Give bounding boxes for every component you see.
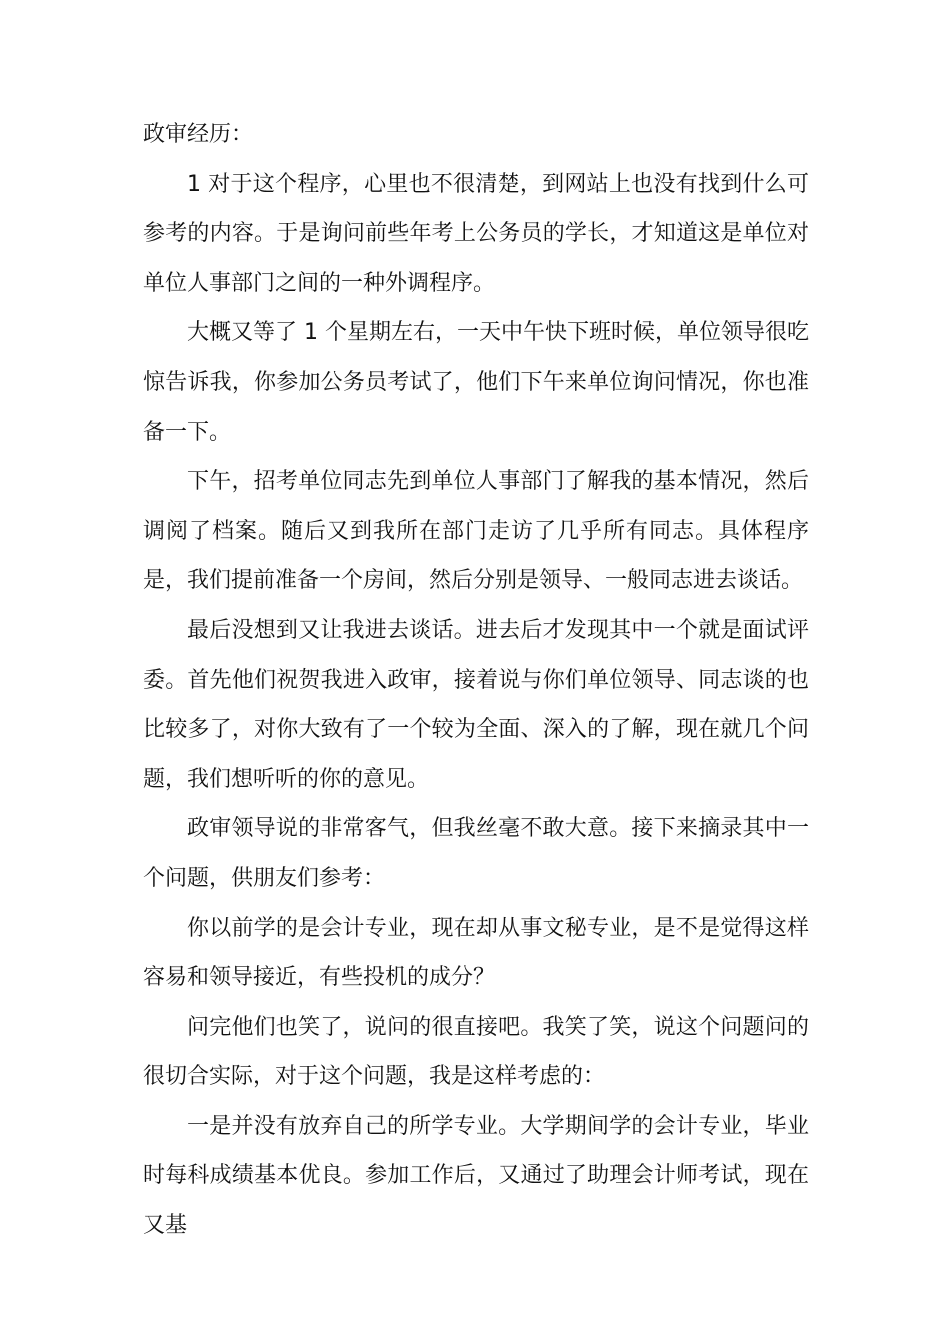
paragraph-6: 你以前学的是会计专业，现在却从事文秘专业，是不是觉得这样容易和领导接近，有些投机的成分？ — [143, 915, 809, 991]
paragraph-1: 1 对于这个程序，心里也不很清楚，到网站上也没有找到什么可参考的内容。于是询问前些年考上公务员的学长，才知道这是单位对单位人事部门之间的一种外调程序。 — [143, 171, 809, 296]
paragraph-3: 下午，招考单位同志先到单位人事部门了解我的基本情况，然后调阅了档案。随后又到我所在部门走访了几乎所有同志。具体程序是，我们提前准备一个房间，然后分别是领导、一般同志进去谈话。 — [143, 469, 809, 594]
paragraph-7: 问完他们也笑了，说问的很直接吧。我笑了笑，说这个问题问的很切合实际，对于这个问题，我是这样考虑的： — [143, 1014, 809, 1090]
paragraph-5: 政审领导说的非常客气，但我丝毫不敢大意。接下来摘录其中一个问题，供朋友们参考： — [143, 816, 809, 891]
paragraph-2: 大概又等了 1 个星期左右，一天中午快下班时候，单位领导很吃惊告诉我，你参加公务员考试了，他们下午来单位询问情况，你也准备一下。 — [143, 320, 809, 445]
document-body — [143, 110, 809, 1251]
paragraph-4: 最后没想到又让我进去谈话。进去后才发现其中一个就是面试评委。首先他们祝贺我进入政审，接着说与你们单位领导、同志谈的也比较多了，对你大致有了一个较为全面、深入的了解，现在就几个问题，我们想听听的你的意见。 — [143, 617, 809, 792]
paragraph-8: 一是并没有放弃自己的所学专业。大学期间学的会计专业，毕业时每科成绩基本优良。参加工作后，又通过了助理会计师考试，现在又基 — [143, 1113, 809, 1239]
document-heading: 政审经历： — [143, 122, 254, 147]
